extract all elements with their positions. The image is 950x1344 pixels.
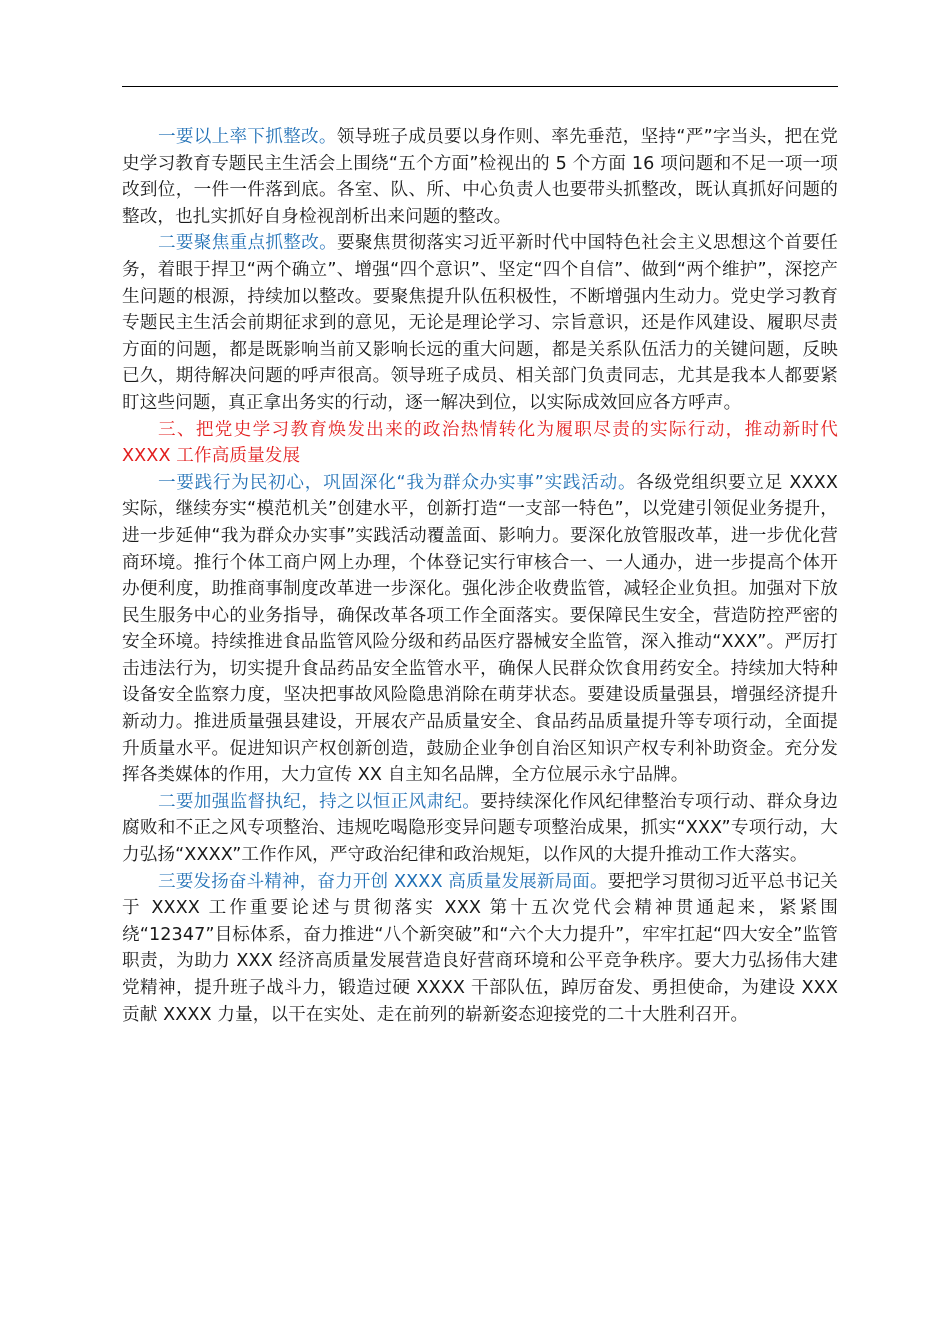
paragraph-2 (122, 230, 838, 416)
section-paragraph-3-text: 要把学习贯彻习近平总书记关于 XXXX 工作重要论述与贯彻落实 XXX 第十五次党代会精神贯通起来，紧紧围绕“12347”目标体系，奋力推进“八个新突破”和“六个大力提升”，牢牢扛起“四大安全”监管职责，为助力 XXX 经济高质量发展营造良好营商环境和公平竞争秩序。要大力弘扬伟大建党精神，提升班子战斗力，锻造过硬 XXXX 干部队伍，踔厉奋发、勇担使命，为建设 XXX 贡献 XXXX 力量，以干在实处、走在前列的崭新姿态迎接党的二十大胜利召开。 (122, 871, 838, 1025)
paragraph-2-text: 要聚焦贯彻落实习近平新时代中国特色社会主义思想这个首要任务，着眼于捍卫“两个确立”、增强“四个意识”、坚定“四个自信”、做到“两个维护”，深挖产生问题的根源，持续加以整改。要聚焦提升队伍积极性，不断增强内生动力。党史学习教育专题民主生活会前期征求到的意见，无论是理论学习、宗旨意识，还是作风建设、履职尽责方面的问题，都是既影响当前又影响长远的重大问题，都是关系队伍活力的关键问题，反映已久，期待解决问题的呼声很高。领导班子成员、相关部门负责同志，尤其是我本人都要紧盯这些问题，真正拿出务实的行动，逐一解决到位，以实际成效回应各方呼声。 (122, 233, 838, 413)
document-body (122, 124, 838, 1028)
header-rule (122, 86, 838, 87)
paragraph-1-text: 领导班子成员要以身作则、率先垂范，坚持“严”字当头，把在党史学习教育专题民主生活会上围绕“五个方面”检视出的 5 个方面 16 项问题和不足一项一项改到位，一件一件落到底。各室、队、所、中心负责人也要带头抓整改，既认真抓好问题的整改，也扎实抓好自身检视剖析出来问题的整改。 (122, 127, 838, 227)
section-paragraph-1-lead: 一要践行为民初心，巩固深化“我为群众办实事”实践活动。 (158, 472, 637, 493)
section-heading: 三、把党史学习教育焕发出来的政治热情转化为履职尽责的实际行动，推动新时代 XXXX 工作高质量发展 (122, 419, 838, 467)
section-paragraph-2-lead: 二要加强监督执纪，持之以恒正风肃纪。 (158, 791, 481, 812)
section-paragraph-1-text: 各级党组织要立足 XXXX 实际，继续夯实“模范机关”创建水平，创新打造“一支部一特色”，以党建引领促业务提升，进一步延伸“我为群众办实事”实践活动覆盖面、影响力。要深化放管服改革，进一步优化营商环境。推行个体工商户网上办理，个体登记实行审核合一、一人通办，进一步提高个体开办便利度，助推商事制度改革进一步深化。强化涉企收费监管，减轻企业负担。加强对下放民生服务中心的业务指导，确保改革各项工作全面落实。要保障民生安全，营造防控严密的安全环境。持续推进食品监管风险分级和药品医疗器械安全监管，深入推动“XXX”。严厉打击违法行为，切实提升食品药品安全监管水平，确保人民群众饮食用药安全。持续加大特种设备安全监察力度，坚决把事故风险隐患消除在萌芽状态。要建设质量强县，增强经济提升新动力。推进质量强县建设，开展农产品质量安全、食品药品质量提升等专项行动，全面提升质量水平。促进知识产权创新创造，鼓励企业争创自治区知识产权专利补助资金。充分发挥各类媒体的作用，大力宣传 XX 自主知名品牌，全方位展示永宁品牌。 (122, 472, 838, 786)
section-paragraph-2 (122, 789, 838, 869)
section-paragraph-3-lead: 三要发扬奋斗精神，奋力开创 XXXX 高质量发展新局面。 (158, 871, 608, 892)
section-paragraph-2-text: 要持续深化作风纪律整治专项行动、群众身边腐败和不正之风专项整治、违规吃喝隐形变异问题专项整治成果，抓实“XXX”专项行动，大力弘扬“XXXX”工作作风，严守政治纪律和政治规矩，以作风的大提升推动工作大落实。 (122, 791, 838, 866)
paragraph-1 (122, 124, 838, 230)
paragraph-1-lead: 一要以上率下抓整改。 (158, 127, 337, 147)
section-paragraph-1 (122, 470, 838, 789)
paragraph-2-lead: 二要聚焦重点抓整改。 (158, 233, 337, 254)
section-paragraph-3 (122, 869, 838, 1029)
